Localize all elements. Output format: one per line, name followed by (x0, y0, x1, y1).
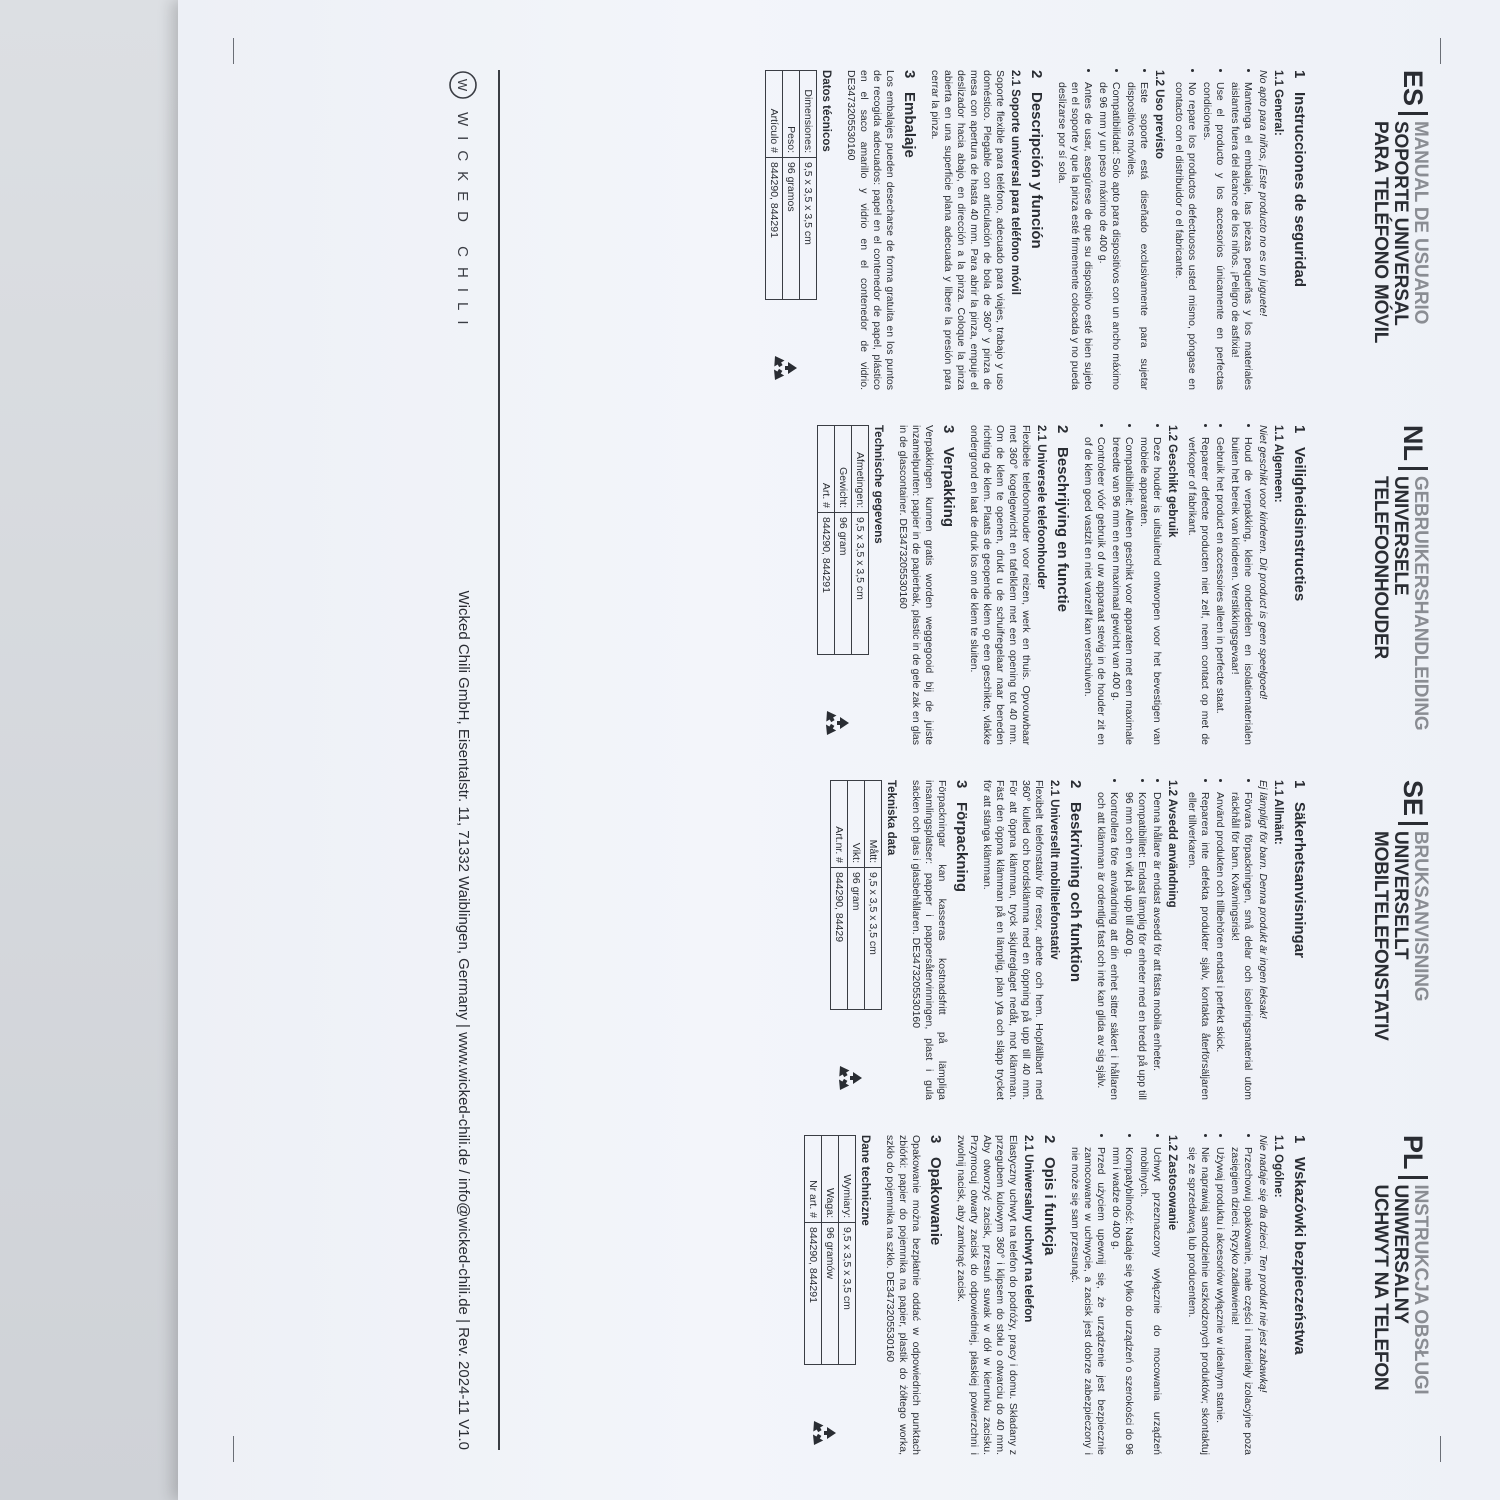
table-row (766, 71, 783, 300)
list-item: • Este soporte está diseñado exclusivamente para sujetar dispositivos móviles. (1124, 82, 1150, 390)
footer-divider (498, 70, 500, 1450)
subsection-heading: 1.1 General: (1272, 70, 1284, 136)
tech-block (765, 70, 842, 390)
spec-value: 96 gram (835, 513, 852, 655)
table-row (831, 781, 848, 1010)
manual-sheet (178, 0, 1500, 1500)
title-line: PARA TELÉFONO MÓVIL (1370, 121, 1391, 344)
subsection-heading: 1.1 Allmänt: (1272, 780, 1284, 845)
list-item: • Compatibiliteit: Alleen geschikt voor apparaten met een maximale breedte van 96 mm en een maximaal gewicht van 400 g. (1109, 437, 1135, 745)
section-heading: 2Beskrivning och funktion (1067, 780, 1084, 983)
list-item: • Uchwyt przeznaczony wyłącznie do mocowania urządzeń mobilnych. (1137, 1147, 1163, 1455)
section-heading: 1Instrucciones de seguridad (1291, 70, 1308, 288)
spec-value: 96 gramów (822, 1223, 839, 1365)
section-heading: 3Opakowanie (927, 1135, 944, 1246)
warning-text: Niet geschikt voor kinderen. Dit product is geen speelgoed! (1257, 425, 1269, 700)
title-line: SOPORTE UNIVERSAL (1390, 121, 1411, 326)
manual-title (1370, 1185, 1430, 1395)
spec-label: Art. # (818, 426, 835, 513)
column-header (1318, 70, 1430, 390)
spec-label: Afmetingen: (852, 426, 869, 513)
title-line: MANUAL DE USUARIO (1410, 121, 1431, 325)
subsection-heading: 2.1 Soporte universal para teléfono móvil (1009, 70, 1021, 295)
packaging-text: Förpackningar kan kasseras kostnadsfritt på lämpliga insamlingsplatser: papper i pappersåtervinningen, plast i gula säcken och glas i glasbehållaren. DE3473205530160 (910, 780, 948, 1100)
language-code: PL (1398, 1135, 1428, 1179)
title-line: GEBRUIKERSHANDLEIDING (1410, 476, 1431, 731)
section-heading: 3Embalaje (901, 70, 918, 158)
spec-value: 844290, 844291 (818, 513, 835, 655)
spec-label: Mått: (865, 781, 882, 868)
tech-heading: Tekniska data (885, 780, 897, 856)
manual-title (1370, 121, 1430, 343)
usage-list (1081, 425, 1163, 745)
rotated-page (178, 0, 1500, 1500)
recycle-icon (817, 705, 853, 741)
table-row (818, 426, 835, 655)
list-item: • Przechowuj opakowanie, małe części i materiały izolacyjne poza zasięgiem dzieci. Ryzyko zadławienia! (1228, 1147, 1254, 1455)
spec-value: 844290, 844291 (766, 158, 783, 300)
list-item: • Förvara förpackningen, små delar och isoleringsmaterial utom räckhåll för barn. Kvävningsrisk! (1228, 792, 1254, 1100)
title-line: UNIVERSELE (1390, 476, 1411, 596)
column-header (1318, 780, 1430, 1100)
footer-contact: Wicked Chili GmbH, Eisentalstr. 11, 71332 Waiblingen, Germany | www.wicked-chili.de / info@wicked-chili.de | Rev. 2024-11 V1.0 (455, 590, 472, 1450)
list-item: • Gebruik het product en accessoires alleen in perfecte staat. (1213, 437, 1226, 745)
spec-label: Vikt: (848, 781, 865, 868)
list-item: • Controleer vóór gebruik of uw apparaat stevig in de houder zit en of de klem goed vastzit en niet vanzelf kan verschuiven. (1081, 437, 1107, 745)
manual-title (1370, 831, 1430, 1041)
list-item: • Denna hållare är endast avsedd för att fästa mobila enheter. (1150, 792, 1163, 1100)
spec-label: Peso: (783, 71, 800, 158)
language-code: SE (1398, 780, 1428, 825)
subsection-heading: 1.1 Algemeen: (1272, 425, 1284, 503)
packaging-text: Los embalajes pueden desecharse de forma gratuita en los puntos de recogida adecuados: papel en el contenedor de papel, plástico en el saco amarillo y vidrio en el contenedor de vidrio. DE3473205530160 (845, 70, 896, 390)
tech-block (804, 1135, 881, 1455)
list-item: • Reparera inte defekta produkter själv, kontakta återförsäljaren eller tillverkaren. (1185, 792, 1211, 1100)
spec-value: 96 gram (848, 868, 865, 1010)
safety-list (1185, 780, 1254, 1100)
title-line: INSTRUKCJA OBSŁUGI (1410, 1184, 1431, 1395)
safety-list (1185, 425, 1254, 745)
list-item: • Kompatybilność: Nadaje się tylko do urządzeń o szerokości do 96 mm i wadze do 400 g. (1109, 1147, 1135, 1455)
list-item: • Używaj produktu i akcesoriów wyłącznie w idealnym stanie. (1213, 1147, 1226, 1455)
spec-label: Nr art. # (805, 1136, 822, 1223)
description-text: Elastyczny uchwyt na telefon do podróży, pracy i domu. Składany z przegubem kulowym 360° i klipsem do stołu o otwarciu do 40 mm. Aby otworzyć zacisk, przesuń suwak w dół w kierunku zacisku. Przymocuj otwarty zacisk do odpowiedniej, płaskiej powierzchni i zwolnij nacisk, aby zamknąć zacisk. (955, 1135, 1019, 1455)
list-item: • Kompatibilitet: Endast lämplig för enheter med en bredd på upp till 96 mm och en vikt på upp till 400 g. (1122, 792, 1148, 1100)
spec-value: 9,5 x 3,5 x 3,5 cm (839, 1223, 856, 1365)
warning-text: No apto para niños, ¡Este producto no es un juguete! (1257, 70, 1269, 317)
list-item: • Mantenga el embalaje, las piezas pequeñas y los materiales aislantes fuera del alcance de los niños. ¡Peligro de asfixia! (1228, 82, 1254, 390)
tech-table (804, 1135, 856, 1365)
section-heading: 1Säkerhetsanvisningar (1291, 780, 1308, 958)
section-heading: 1Wskazówki bezpieczeństwa (1291, 1135, 1308, 1355)
spec-value: 844290, 844291 (805, 1223, 822, 1365)
title-line: TELEFOONHOUDER (1370, 476, 1391, 659)
description-text: Soporte flexible para teléfono, adecuado para viajes, trabajo y uso doméstico. Plegable con articulación de bola de 360° y pinza de mesa con apertura de hasta 40 mm. Para abrir la pinza, empuje el deslizador hacia abajo, en dirección a la pinza. Coloque la pinza abierta en una superficie plana adecuada y libere la presión para cerrar la pinza. (929, 70, 1006, 390)
spec-label: Dimensiones: (800, 71, 817, 158)
tech-heading: Technische gegevens (872, 425, 884, 544)
usage-list (1068, 1135, 1163, 1455)
spec-label: Artículo # (766, 71, 783, 158)
table-row (800, 71, 817, 300)
section-heading: 3Förpackning (953, 780, 970, 893)
list-item: • Houd de verpakking, kleine onderdelen en isolatiematerialen buiten het bereik van kinderen. Verstikkingsgevaar! (1228, 437, 1254, 745)
spec-label: Waga: (822, 1136, 839, 1223)
tech-table (765, 70, 817, 300)
spec-label: Art.nr. # (831, 781, 848, 868)
table-row (805, 1136, 822, 1365)
table-row (839, 1136, 856, 1365)
recycle-icon (830, 1060, 866, 1096)
subsection-heading: 1.2 Avsedd användning (1166, 780, 1178, 908)
language-column-pl (380, 1135, 1430, 1455)
list-item: • Kontrollera före användning att din enhet sitter säkert i hållaren och att klämman är ordentligt fast och inte kan glida av sig själv. (1094, 792, 1120, 1100)
table-row (835, 426, 852, 655)
spec-value: 9,5 x 3,5 x 3,5 cm (852, 513, 869, 655)
list-item: • Antes de usar, asegúrese de que su dispositivo esté bien sujeto en el soporte y que la pinza esté firmemente colocada y no pueda deslizarse por sí sola. (1055, 82, 1094, 390)
brand-logo (448, 70, 478, 335)
spec-label: Wymiary: (839, 1136, 856, 1223)
tech-block (830, 780, 907, 1100)
table-row (848, 781, 865, 1010)
recycle-icon (765, 350, 801, 386)
list-item: • Repareer defecte producten niet zelf, neem contact op met de verkoper of fabrikant. (1185, 437, 1211, 745)
list-item: • Use el producto y los accesorios únicamente en perfectas condiciones. (1200, 82, 1226, 390)
title-line: UNIWERSALNY (1390, 1184, 1411, 1324)
section-heading: 1Veiligheidsinstructies (1291, 425, 1308, 602)
list-item: • Använd produkten och tillbehören endast i perfekt skick. (1213, 792, 1226, 1100)
section-heading: 3Verpakking (940, 425, 957, 528)
title-line: UCHWYT NA TELEFON (1370, 1184, 1391, 1391)
tech-heading: Datos técnicos (820, 70, 832, 152)
page-footer (432, 70, 482, 1450)
tech-table (830, 780, 882, 1010)
tech-table (817, 425, 869, 655)
list-item: • No repare los productos defectuosos usted mismo, póngase en contacto con el distribuidor o el fabricante. (1172, 82, 1198, 390)
subsection-heading: 2.1 Universele telefoonhouder (1035, 425, 1047, 590)
title-line: MOBILTELEFONSTATIV (1370, 831, 1391, 1041)
list-item: • Przed użyciem upewnij się, że urządzenie jest bezpiecznie zamocowane w uchwycie, a zacisk jest dobrze zabezpieczony i nie może się sam przesunąć. (1068, 1147, 1107, 1455)
column-header (1318, 1135, 1430, 1455)
subsection-heading: 1.2 Uso previsto (1153, 70, 1165, 159)
language-column-nl (380, 425, 1430, 745)
subsection-heading: 1.2 Zastosowanie (1166, 1135, 1178, 1231)
subsection-heading: 2.1 Universellt mobiltelefonstativ (1048, 780, 1060, 960)
title-line: BRUKSANVISNING (1410, 831, 1431, 1002)
title-line: UNIVERSELLT (1390, 831, 1411, 960)
warning-text: Ej lämpligt för barn. Denna produkt är ingen leksak! (1257, 780, 1269, 1019)
language-code: NL (1398, 425, 1428, 470)
safety-list (1185, 1135, 1254, 1455)
section-heading: 2Beschrijving en functie (1054, 425, 1071, 613)
tech-heading: Dane techniczne (859, 1135, 871, 1226)
usage-list (1094, 780, 1163, 1100)
language-code: ES (1398, 70, 1428, 115)
safety-list (1172, 70, 1254, 390)
table-row (852, 426, 869, 655)
spec-value: 96 gramos (783, 158, 800, 300)
subsection-heading: 1.2 Geschikt gebruik (1166, 425, 1178, 538)
column-header (1318, 425, 1430, 745)
language-column-es (380, 70, 1430, 390)
description-text: Flexibele telefoonhouder voor reizen, werk en thuis. Opvouwbaar met 360° kogelgewricht en tafelklem met een opening tot 40 mm. Om de klem te openen, drukt u de schuifregelaar naar beneden richting de klem. Plaats de geopende klem op een geschikte, vlakke ondergrond en laat de druk los om de klem te sluiten. (968, 425, 1032, 745)
usage-list (1055, 70, 1150, 390)
spec-value: 844290, 84429 (831, 868, 848, 1010)
list-item: • Nie naprawiaj samodzielnie uszkodzonych produktów; skontaktuj się ze sprzedawcą lub producentem. (1185, 1147, 1211, 1455)
table-row (822, 1136, 839, 1365)
spec-label: Gewicht: (835, 426, 852, 513)
wicked-chili-logo-icon (448, 70, 478, 100)
subsection-heading: 2.1 Uniwersalny uchwyt na telefon (1022, 1135, 1034, 1323)
list-item: • Compatibilidad: Solo apto para dispositivos con un ancho máximo de 96 mm y un peso máximo de 400 g. (1096, 82, 1122, 390)
spec-value: 9,5 x 3,5 x 3,5 cm (865, 868, 882, 1010)
packaging-text: Verpakkingen kunnen gratis worden weggegooid bij de juiste inzamelpunten: papier in de papierbak, plastic in de gele zak en glas in de glascontainer. DE3473205530160 (897, 425, 935, 745)
content-columns (380, 70, 1431, 1455)
packaging-text: Opakowanie można bezpłatnie oddać w odpowiednich punktach zbiórki: papier do pojemnika na papier, plastik do żółtego worka, szkło do pojemnika na szkło. DE3473205530160 (884, 1135, 922, 1455)
section-heading: 2Opis i funkcja (1041, 1135, 1058, 1256)
spec-value: 9,5 x 3,5 x 3,5 cm (800, 158, 817, 300)
svg-text:W: W (455, 78, 470, 92)
section-heading: 2Descripción y función (1028, 70, 1045, 249)
warning-text: Nie nadaje się dla dzieci. Ten produkt nie jest zabawką! (1257, 1135, 1269, 1393)
brand-name: WICKED CHILI (454, 112, 472, 335)
manual-title (1370, 476, 1430, 730)
subsection-heading: 1.1 Ogólne: (1272, 1135, 1284, 1198)
tech-block (817, 425, 894, 745)
recycle-icon (804, 1415, 840, 1451)
table-row (783, 71, 800, 300)
table-row (865, 781, 882, 1010)
list-item: • Deze houder is uitsluitend ontworpen voor het bevestigen van mobiele apparaten. (1137, 437, 1163, 745)
description-text: Flexibelt telefonstativ för resor, arbete och hem. Hopfällbart med 360° kulled och bordsklämma med en öppning på upp till 40 mm. För att öppna klämman, tryck skjutreglaget nedåt, mot klämman. Fäst den öppna klämman på en lämplig, plan yta och släpp trycket för att stänga klämman. (981, 780, 1045, 1100)
language-column-se (380, 780, 1430, 1100)
